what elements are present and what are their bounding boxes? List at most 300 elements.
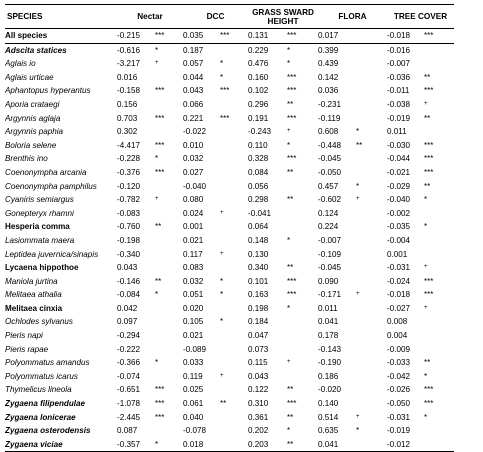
nectar-value-cell: 0.156 bbox=[117, 99, 138, 109]
table-row bbox=[5, 302, 454, 316]
grass-value-cell: 0.328 bbox=[248, 154, 269, 164]
nectar-significance-cell bbox=[155, 71, 183, 85]
dcc-significance-cell bbox=[220, 152, 248, 166]
dcc-value-cell: 0.010 bbox=[183, 140, 204, 150]
grass-significance-cell: ** bbox=[287, 167, 294, 177]
dcc-value-cell: 0.083 bbox=[183, 263, 204, 273]
tree-significance-cell: *** bbox=[424, 290, 434, 300]
dcc-significance-cell: * bbox=[220, 72, 224, 82]
nectar-value-cell: -0.074 bbox=[117, 371, 140, 381]
grass-significance-cell: *** bbox=[287, 276, 297, 286]
nectar-significance-cell bbox=[155, 234, 183, 248]
tree-significance-cell: ** bbox=[424, 181, 431, 191]
grass-significance-cell: *** bbox=[287, 399, 297, 409]
dcc-value-cell: 0.033 bbox=[183, 358, 204, 368]
grass-significance-cell: *** bbox=[287, 86, 297, 96]
grass-value-cell: 0.130 bbox=[248, 249, 269, 259]
table-row bbox=[5, 193, 454, 207]
tree-value-cell: -0.031 bbox=[387, 263, 410, 273]
nectar-significance-cell: *** bbox=[155, 29, 183, 44]
flora-significance-cell bbox=[356, 438, 387, 452]
nectar-significance-cell: + bbox=[155, 196, 159, 203]
grass-significance-cell: ** bbox=[287, 195, 294, 205]
tree-significance-cell bbox=[424, 207, 454, 221]
flora-value-cell: 0.041 bbox=[318, 317, 339, 327]
grass-value-cell: -0.243 bbox=[248, 127, 271, 137]
tree-value-cell: -0.007 bbox=[387, 59, 410, 69]
table-row bbox=[5, 98, 454, 112]
flora-significance-cell bbox=[356, 248, 387, 262]
nectar-value-cell: -0.357 bbox=[117, 438, 155, 452]
grass-significance-cell: ** bbox=[287, 263, 294, 273]
tree-significance-cell: *** bbox=[424, 276, 434, 286]
table-row bbox=[5, 343, 454, 357]
grass-value-cell: 0.296 bbox=[248, 99, 269, 109]
dcc-value-cell: 0.035 bbox=[183, 29, 220, 44]
dcc-value-cell: 0.061 bbox=[183, 399, 204, 409]
dcc-header: DCC bbox=[183, 5, 248, 29]
flora-significance-cell: + bbox=[356, 196, 360, 203]
grass-value-cell: 0.310 bbox=[248, 399, 269, 409]
grass-significance-cell bbox=[287, 248, 318, 262]
tree-value-cell: -0.035 bbox=[387, 222, 410, 232]
nectar-significance-cell: * bbox=[155, 358, 159, 368]
flora-value-cell: -0.020 bbox=[318, 385, 341, 395]
species-name-cell: Cyaniris semiargus bbox=[5, 195, 74, 205]
grass-significance-cell: *** bbox=[287, 290, 297, 300]
flora-value-cell: -0.050 bbox=[318, 167, 341, 177]
dcc-value-cell: 0.025 bbox=[183, 385, 204, 395]
tree-value-cell: 0.011 bbox=[387, 127, 407, 137]
flora-value-cell: 0.036 bbox=[318, 86, 339, 96]
nectar-value-cell: -0.084 bbox=[117, 290, 140, 300]
flora-value-cell: 0.142 bbox=[318, 72, 339, 82]
grass-significance-cell: * bbox=[287, 140, 291, 150]
tree-value-cell: -0.040 bbox=[387, 195, 410, 205]
flora-value-cell: -0.171 bbox=[318, 290, 341, 300]
tree-value-cell: -0.027 bbox=[387, 303, 410, 313]
nectar-value-cell: -0.215 bbox=[117, 29, 155, 44]
tree-value-cell: -0.044 bbox=[387, 154, 410, 164]
table-row bbox=[5, 261, 454, 275]
nectar-value-cell: 0.097 bbox=[117, 317, 138, 327]
species-habitat-table bbox=[5, 4, 454, 452]
species-name-cell: Pieris rapae bbox=[5, 344, 49, 354]
dcc-value-cell: -0.078 bbox=[183, 426, 206, 436]
flora-value-cell: 0.124 bbox=[318, 208, 339, 218]
table-row bbox=[5, 71, 454, 85]
grass-significance-cell: ** bbox=[287, 385, 294, 395]
nectar-significance-cell: *** bbox=[155, 399, 165, 409]
dcc-significance-cell: * bbox=[220, 276, 224, 286]
tree-significance-cell bbox=[424, 57, 454, 71]
nectar-value-cell: 0.302 bbox=[117, 127, 138, 137]
flora-value-cell: -0.602 bbox=[318, 195, 341, 205]
tree-significance-cell: *** bbox=[424, 140, 434, 150]
dcc-significance-cell bbox=[220, 261, 248, 275]
species-name-cell: Boloria selene bbox=[5, 140, 57, 150]
tree-significance-cell: *** bbox=[424, 86, 434, 96]
nectar-significance-cell: * bbox=[155, 154, 159, 164]
tree-significance-cell bbox=[424, 248, 454, 262]
dcc-value-cell: 0.027 bbox=[183, 167, 204, 177]
tree-value-cell: -0.004 bbox=[387, 235, 410, 245]
table-row bbox=[5, 84, 454, 98]
grass-sward-height-header: GRASS SWARD HEIGHT bbox=[248, 5, 318, 29]
flora-significance-cell bbox=[356, 57, 387, 71]
nectar-significance-cell: * bbox=[155, 438, 183, 452]
tree-significance-cell: + bbox=[424, 304, 428, 311]
table-row bbox=[5, 248, 454, 262]
dcc-value-cell: 0.119 bbox=[183, 371, 203, 381]
nectar-significance-cell: ** bbox=[155, 276, 162, 286]
species-name-cell: Leptidea juvernica/sinapis bbox=[5, 249, 99, 259]
tree-value-cell: 0.008 bbox=[387, 317, 408, 327]
grass-significance-cell bbox=[287, 370, 318, 384]
tree-value-cell: 0.004 bbox=[387, 331, 408, 341]
dcc-value-cell: 0.024 bbox=[183, 208, 204, 218]
nectar-value-cell: -0.222 bbox=[117, 344, 140, 354]
tree-value-cell: -0.018 bbox=[387, 29, 424, 44]
header-row bbox=[5, 5, 454, 29]
nectar-significance-cell: *** bbox=[155, 385, 165, 395]
table-row bbox=[5, 315, 454, 329]
grass-value-cell: 0.102 bbox=[248, 86, 269, 96]
dcc-value-cell: -0.022 bbox=[183, 127, 206, 137]
tree-significance-cell: + bbox=[424, 264, 428, 271]
tree-value-cell: 0.001 bbox=[387, 249, 408, 259]
flora-value-cell: 0.514 bbox=[318, 412, 339, 422]
dcc-value-cell: 0.032 bbox=[183, 276, 204, 286]
flora-value-cell: 0.224 bbox=[318, 222, 339, 232]
flora-significance-cell bbox=[356, 261, 387, 275]
flora-significance-cell: ** bbox=[356, 140, 363, 150]
table-row bbox=[5, 424, 454, 438]
grass-significance-cell: * bbox=[287, 45, 291, 55]
flora-value-cell: 0.635 bbox=[318, 426, 339, 436]
grass-value-cell: 0.043 bbox=[248, 371, 269, 381]
species-name-cell: Zygaena lonicerae bbox=[5, 412, 76, 422]
flora-value-cell: 0.178 bbox=[318, 331, 339, 341]
species-name-cell: All species bbox=[5, 29, 117, 44]
dcc-significance-cell: + bbox=[220, 209, 224, 216]
flora-value-cell: 0.090 bbox=[318, 276, 339, 286]
nectar-significance-cell: *** bbox=[155, 167, 165, 177]
tree-significance-cell bbox=[424, 438, 454, 452]
nectar-significance-cell: + bbox=[155, 60, 159, 67]
nectar-value-cell: -0.651 bbox=[117, 385, 140, 395]
grass-value-cell: 0.148 bbox=[248, 235, 269, 245]
tree-value-cell: -0.050 bbox=[387, 399, 410, 409]
nectar-significance-cell bbox=[155, 125, 183, 139]
dcc-significance-cell: * bbox=[220, 290, 224, 300]
flora-significance-cell bbox=[356, 302, 387, 316]
nectar-value-cell: -0.120 bbox=[117, 181, 140, 191]
tree-significance-cell: *** bbox=[424, 399, 434, 409]
nectar-value-cell: -0.198 bbox=[117, 235, 140, 245]
flora-value-cell: 0.140 bbox=[318, 399, 339, 409]
nectar-significance-cell: * bbox=[155, 45, 159, 55]
flora-value-cell: -0.045 bbox=[318, 154, 341, 164]
flora-significance-cell bbox=[356, 112, 387, 126]
table-row bbox=[5, 43, 454, 57]
table-row bbox=[5, 57, 454, 71]
species-name-cell: Gonepteryx rhamni bbox=[5, 208, 74, 218]
flora-header: FLORA bbox=[318, 5, 387, 29]
tree-significance-cell: *** bbox=[424, 154, 434, 164]
table-row bbox=[5, 112, 454, 126]
dcc-significance-cell bbox=[220, 438, 248, 452]
dcc-significance-cell bbox=[220, 411, 248, 425]
flora-significance-cell bbox=[356, 71, 387, 85]
grass-significance-cell bbox=[287, 343, 318, 357]
flora-value-cell: 0.457 bbox=[318, 181, 339, 191]
dcc-significance-cell: + bbox=[220, 372, 224, 379]
nectar-significance-cell bbox=[155, 248, 183, 262]
flora-significance-cell bbox=[356, 43, 387, 57]
grass-significance-cell: *** bbox=[287, 29, 318, 44]
species-name-cell: Melitaea cinxia bbox=[5, 303, 63, 313]
grass-value-cell: 0.229 bbox=[248, 45, 269, 55]
tree-value-cell: -0.029 bbox=[387, 181, 410, 191]
table-row bbox=[5, 139, 454, 153]
flora-value-cell: 0.017 bbox=[318, 29, 356, 44]
dcc-value-cell: 0.043 bbox=[183, 86, 204, 96]
flora-significance-cell bbox=[356, 356, 387, 370]
dcc-significance-cell bbox=[220, 220, 248, 234]
flora-value-cell: -0.190 bbox=[318, 358, 341, 368]
nectar-significance-cell: * bbox=[155, 290, 159, 300]
grass-significance-cell: ** bbox=[287, 412, 294, 422]
dcc-value-cell: 0.057 bbox=[183, 59, 204, 69]
grass-value-cell: 0.047 bbox=[248, 331, 269, 341]
grass-significance-cell: * bbox=[287, 303, 291, 313]
flora-value-cell: -0.045 bbox=[318, 263, 341, 273]
dcc-value-cell: 0.051 bbox=[183, 290, 204, 300]
nectar-significance-cell: *** bbox=[155, 412, 165, 422]
grass-value-cell: 0.110 bbox=[248, 140, 268, 150]
species-name-cell: Zygaena osterodensis bbox=[5, 426, 91, 436]
dcc-significance-cell bbox=[220, 180, 248, 194]
species-name-cell: Adscita statices bbox=[5, 45, 67, 55]
tree-significance-cell: ** bbox=[424, 358, 431, 368]
table-body bbox=[5, 29, 454, 452]
species-name-cell: Ochlodes sylvanus bbox=[5, 317, 73, 327]
grass-value-cell: 0.340 bbox=[248, 263, 269, 273]
tree-significance-cell: * bbox=[424, 222, 428, 232]
table-row bbox=[5, 29, 454, 44]
tree-value-cell: -0.042 bbox=[387, 371, 410, 381]
flora-significance-cell: * bbox=[356, 127, 360, 137]
species-name-cell: Aglais urticae bbox=[5, 72, 54, 82]
tree-value-cell: -0.031 bbox=[387, 412, 410, 422]
grass-significance-cell: *** bbox=[287, 113, 297, 123]
tree-value-cell: -0.038 bbox=[387, 99, 410, 109]
table-row bbox=[5, 288, 454, 302]
dcc-significance-cell: *** bbox=[220, 86, 230, 96]
flora-value-cell: 0.399 bbox=[318, 45, 339, 55]
flora-significance-cell bbox=[356, 166, 387, 180]
flora-significance-cell bbox=[356, 329, 387, 343]
dcc-significance-cell: + bbox=[220, 250, 224, 257]
flora-value-cell: -0.007 bbox=[318, 235, 341, 245]
table-row bbox=[5, 397, 454, 411]
dcc-value-cell: 0.066 bbox=[183, 99, 204, 109]
grass-significance-cell bbox=[287, 315, 318, 329]
species-name-cell: Zygaena filipendulae bbox=[5, 399, 86, 409]
dcc-value-cell: 0.105 bbox=[183, 317, 204, 327]
dcc-significance-cell: *** bbox=[220, 113, 230, 123]
grass-significance-cell: * bbox=[287, 235, 291, 245]
tree-value-cell: -0.030 bbox=[387, 140, 410, 150]
table-row bbox=[5, 356, 454, 370]
tree-significance-cell: *** bbox=[424, 385, 434, 395]
tree-value-cell: -0.019 bbox=[387, 113, 410, 123]
nectar-value-cell: -0.294 bbox=[117, 331, 140, 341]
nectar-value-cell: 0.087 bbox=[117, 426, 138, 436]
dcc-value-cell: 0.040 bbox=[183, 412, 204, 422]
tree-significance-cell: ** bbox=[424, 113, 431, 123]
flora-significance-cell: * bbox=[356, 426, 360, 436]
tree-value-cell: -0.024 bbox=[387, 276, 410, 286]
tree-cover-header: TREE COVER bbox=[387, 5, 454, 29]
flora-value-cell: -0.448 bbox=[318, 140, 341, 150]
tree-significance-cell bbox=[424, 343, 454, 357]
flora-significance-cell bbox=[356, 275, 387, 289]
grass-significance-cell: ** bbox=[287, 99, 294, 109]
grass-significance-cell bbox=[287, 180, 318, 194]
nectar-value-cell: -0.376 bbox=[117, 167, 140, 177]
grass-value-cell: 0.064 bbox=[248, 222, 269, 232]
tree-value-cell: -0.012 bbox=[387, 438, 424, 452]
grass-value-cell: 0.198 bbox=[248, 303, 269, 313]
dcc-value-cell: 0.187 bbox=[183, 45, 204, 55]
grass-significance-cell bbox=[287, 220, 318, 234]
dcc-value-cell: 0.020 bbox=[183, 303, 204, 313]
dcc-value-cell: 0.018 bbox=[183, 438, 220, 452]
flora-significance-cell bbox=[356, 370, 387, 384]
species-name-cell: Argynnis aglaja bbox=[5, 113, 61, 123]
nectar-significance-cell bbox=[155, 329, 183, 343]
tree-significance-cell: ** bbox=[424, 72, 431, 82]
dcc-significance-cell bbox=[220, 43, 248, 57]
dcc-significance-cell: *** bbox=[220, 29, 248, 44]
flora-significance-cell bbox=[356, 220, 387, 234]
species-name-cell: Argynnis paphia bbox=[5, 127, 64, 137]
dcc-significance-cell bbox=[220, 193, 248, 207]
dcc-significance-cell bbox=[220, 98, 248, 112]
tree-significance-cell: + bbox=[424, 100, 428, 107]
nectar-value-cell: 0.043 bbox=[117, 263, 138, 273]
nectar-value-cell: -0.616 bbox=[117, 45, 140, 55]
dcc-value-cell: 0.221 bbox=[183, 113, 204, 123]
tree-value-cell: -0.019 bbox=[387, 426, 410, 436]
grass-value-cell: 0.191 bbox=[248, 113, 269, 123]
grass-value-cell: 0.073 bbox=[248, 344, 269, 354]
grass-value-cell: 0.115 bbox=[248, 358, 268, 368]
species-name-cell: Melitaea athalia bbox=[5, 290, 62, 300]
tree-value-cell: -0.002 bbox=[387, 208, 410, 218]
species-name-cell: Aporia crataegi bbox=[5, 99, 60, 109]
dcc-value-cell: 0.021 bbox=[183, 331, 204, 341]
grass-value-cell: 0.122 bbox=[248, 385, 269, 395]
grass-value-cell: 0.056 bbox=[248, 181, 269, 191]
species-name-cell: Maniola jurtina bbox=[5, 276, 58, 286]
dcc-significance-cell bbox=[220, 125, 248, 139]
flora-value-cell: -0.231 bbox=[318, 99, 341, 109]
grass-value-cell: 0.160 bbox=[248, 72, 269, 82]
flora-significance-cell bbox=[356, 383, 387, 397]
tree-significance-cell bbox=[424, 315, 454, 329]
nectar-significance-cell bbox=[155, 370, 183, 384]
grass-value-cell: 0.476 bbox=[248, 59, 269, 69]
flora-significance-cell bbox=[356, 98, 387, 112]
dcc-value-cell: -0.089 bbox=[183, 344, 206, 354]
nectar-value-cell: -4.417 bbox=[117, 140, 140, 150]
flora-significance-cell bbox=[356, 207, 387, 221]
flora-significance-cell bbox=[356, 152, 387, 166]
dcc-value-cell: -0.040 bbox=[183, 181, 206, 191]
flora-value-cell: -0.119 bbox=[318, 113, 341, 123]
table-row bbox=[5, 125, 454, 139]
flora-significance-cell bbox=[356, 84, 387, 98]
species-name-cell: Thymelicus lineola bbox=[5, 385, 72, 395]
grass-significance-cell bbox=[287, 207, 318, 221]
flora-significance-cell bbox=[356, 343, 387, 357]
dcc-significance-cell bbox=[220, 234, 248, 248]
species-name-cell: Polyommatus amandus bbox=[5, 358, 90, 368]
table-row bbox=[5, 329, 454, 343]
table-row bbox=[5, 370, 454, 384]
tree-significance-cell bbox=[424, 424, 454, 438]
dcc-significance-cell bbox=[220, 329, 248, 343]
grass-value-cell: 0.184 bbox=[248, 317, 269, 327]
nectar-significance-cell bbox=[155, 315, 183, 329]
dcc-value-cell: 0.080 bbox=[183, 195, 204, 205]
dcc-value-cell: 0.021 bbox=[183, 235, 204, 245]
nectar-value-cell: -0.083 bbox=[117, 208, 140, 218]
nectar-value-cell: -0.228 bbox=[117, 154, 140, 164]
dcc-value-cell: 0.001 bbox=[183, 222, 204, 232]
table-row bbox=[5, 207, 454, 221]
dcc-value-cell: 0.032 bbox=[183, 154, 204, 164]
grass-significance-cell bbox=[287, 329, 318, 343]
nectar-value-cell: 0.703 bbox=[117, 113, 138, 123]
dcc-value-cell: 0.044 bbox=[183, 72, 204, 82]
flora-value-cell: 0.041 bbox=[318, 438, 356, 452]
species-name-cell: Coenonympha arcania bbox=[5, 167, 87, 177]
nectar-value-cell: -0.340 bbox=[117, 249, 140, 259]
dcc-significance-cell bbox=[220, 343, 248, 357]
nectar-significance-cell bbox=[155, 424, 183, 438]
flora-significance-cell bbox=[356, 315, 387, 329]
nectar-significance-cell bbox=[155, 343, 183, 357]
species-name-cell: Pieris napi bbox=[5, 331, 43, 341]
dcc-significance-cell bbox=[220, 166, 248, 180]
grass-significance-cell: *** bbox=[287, 72, 297, 82]
table-row bbox=[5, 383, 454, 397]
tree-significance-cell bbox=[424, 234, 454, 248]
grass-value-cell: 0.084 bbox=[248, 167, 269, 177]
dcc-significance-cell: * bbox=[220, 59, 224, 69]
species-header: SPECIES bbox=[5, 5, 117, 29]
dcc-significance-cell bbox=[220, 302, 248, 316]
tree-value-cell: -0.033 bbox=[387, 358, 410, 368]
grass-value-cell: 0.361 bbox=[248, 412, 269, 422]
tree-significance-cell: * bbox=[424, 371, 428, 381]
flora-value-cell: 0.608 bbox=[318, 127, 339, 137]
grass-value-cell: 0.131 bbox=[248, 29, 287, 44]
